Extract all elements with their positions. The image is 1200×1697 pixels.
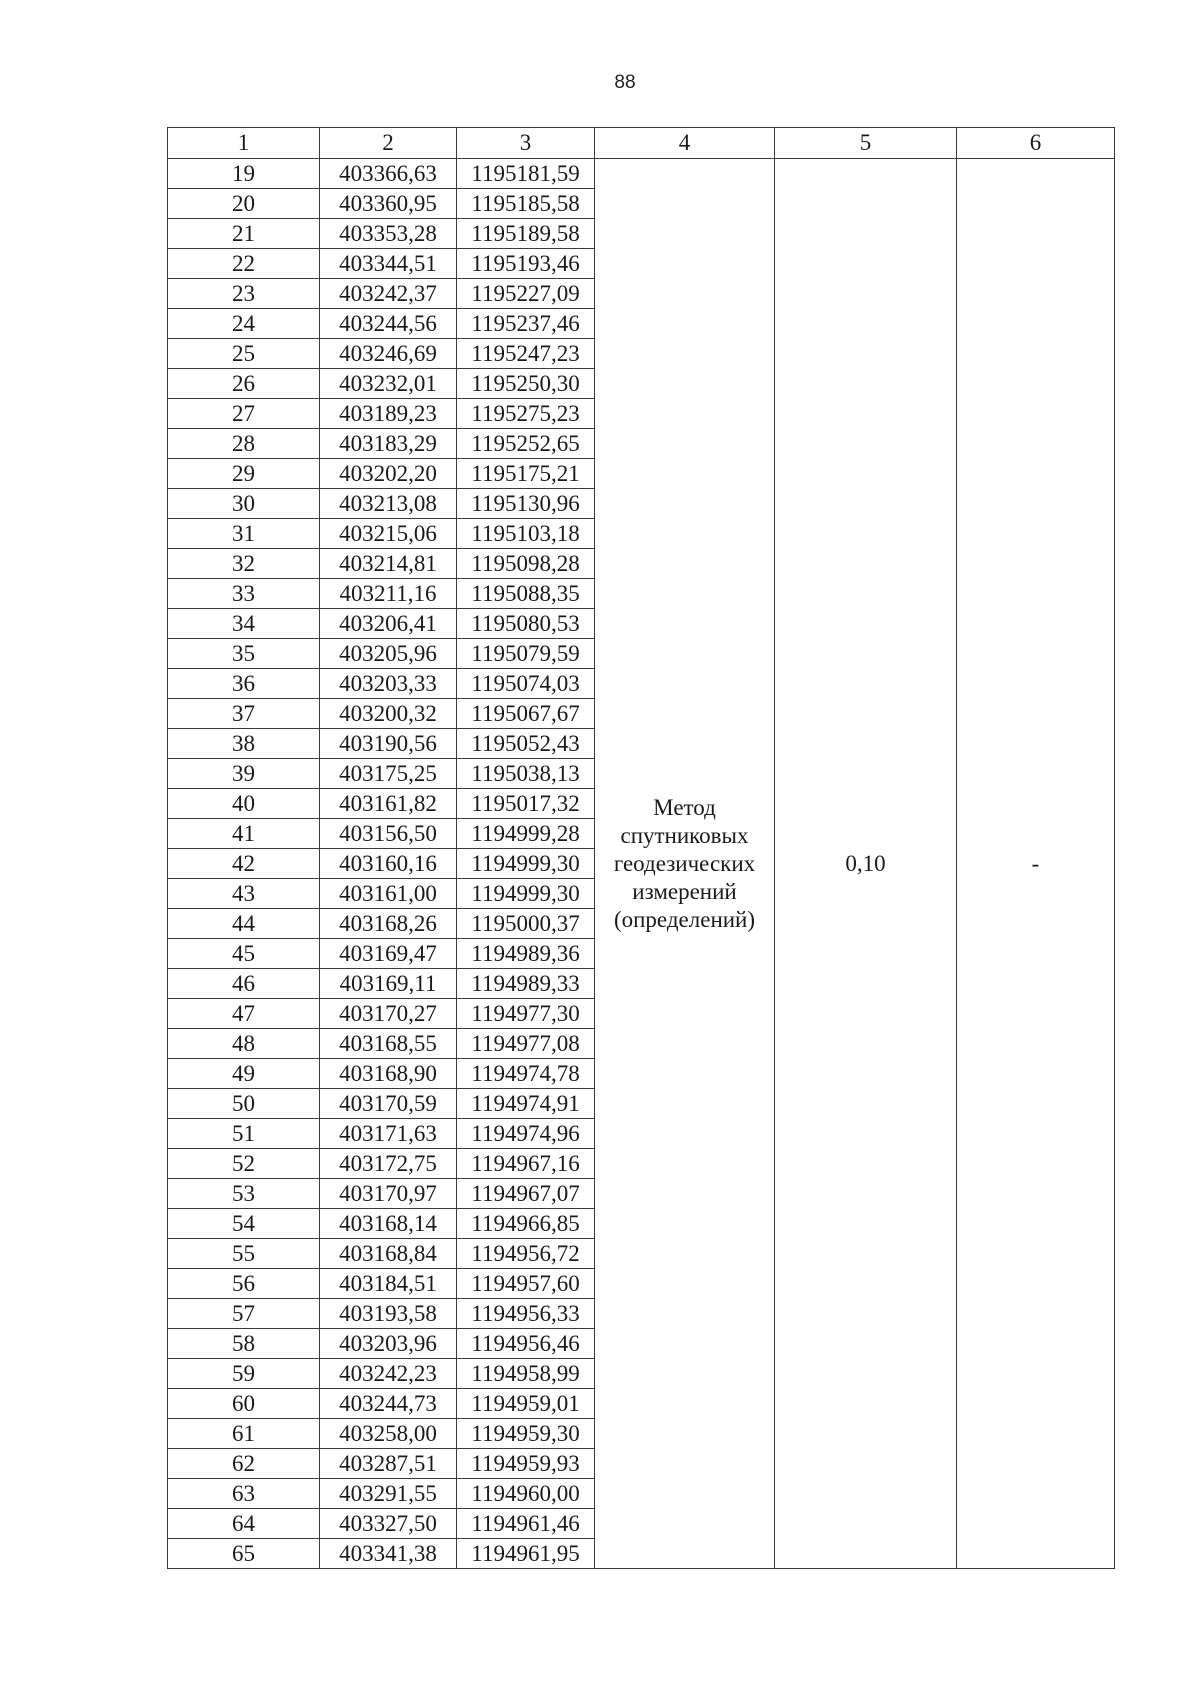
coordinate-x-cell: 403203,96 [320,1329,457,1359]
point-number-cell: 46 [168,969,320,999]
coordinate-x-cell: 403202,20 [320,459,457,489]
coordinate-x-cell: 403168,84 [320,1239,457,1269]
point-number-cell: 25 [168,339,320,369]
point-number-cell: 36 [168,669,320,699]
coordinate-x-cell: 403156,50 [320,819,457,849]
coordinate-x-cell: 403215,06 [320,519,457,549]
coordinate-x-cell: 403353,28 [320,219,457,249]
coordinate-y-cell: 1195088,35 [457,579,595,609]
point-number-cell: 50 [168,1089,320,1119]
coordinate-y-cell: 1194977,08 [457,1029,595,1059]
coordinate-x-cell: 403242,23 [320,1359,457,1389]
point-number-cell: 59 [168,1359,320,1389]
coordinate-y-cell: 1195181,59 [457,159,595,189]
point-number-cell: 45 [168,939,320,969]
point-number-cell: 51 [168,1119,320,1149]
coordinate-x-cell: 403190,56 [320,729,457,759]
coordinate-y-cell: 1194960,00 [457,1479,595,1509]
coordinate-x-cell: 403205,96 [320,639,457,669]
table-header-row [168,128,1115,159]
coordinate-y-cell: 1195067,67 [457,699,595,729]
point-number-cell: 43 [168,879,320,909]
coordinate-y-cell: 1194959,01 [457,1389,595,1419]
point-number-cell: 22 [168,249,320,279]
point-number-cell: 44 [168,909,320,939]
point-number-cell: 40 [168,789,320,819]
coordinate-y-cell: 1195103,18 [457,519,595,549]
point-number-cell: 29 [168,459,320,489]
accuracy-cell: 0,10 [775,159,957,1569]
point-number-cell: 19 [168,159,320,189]
coordinate-y-cell: 1194977,30 [457,999,595,1029]
column-header-2: 2 [320,128,457,159]
coordinate-y-cell: 1194999,30 [457,879,595,909]
coordinate-y-cell: 1195237,46 [457,309,595,339]
coordinate-x-cell: 403161,00 [320,879,457,909]
point-number-cell: 42 [168,849,320,879]
point-number-cell: 39 [168,759,320,789]
coordinate-x-cell: 403175,25 [320,759,457,789]
coordinate-y-cell: 1195189,58 [457,219,595,249]
coordinate-x-cell: 403193,58 [320,1299,457,1329]
point-number-cell: 62 [168,1449,320,1479]
coordinate-y-cell: 1194961,46 [457,1509,595,1539]
coordinate-y-cell: 1195130,96 [457,489,595,519]
coordinate-y-cell: 1195250,30 [457,369,595,399]
method-line: спутниковых [620,822,749,848]
point-number-cell: 63 [168,1479,320,1509]
point-number-cell: 20 [168,189,320,219]
coordinate-x-cell: 403170,97 [320,1179,457,1209]
coordinate-y-cell: 1195080,53 [457,609,595,639]
point-number-cell: 41 [168,819,320,849]
coordinate-x-cell: 403189,23 [320,399,457,429]
column-header-3: 3 [457,128,595,159]
point-number-cell: 35 [168,639,320,669]
coordinate-x-cell: 403168,26 [320,909,457,939]
coordinate-y-cell: 1194958,99 [457,1359,595,1389]
method-line: геодезических [613,850,756,876]
coordinate-y-cell: 1194956,72 [457,1239,595,1269]
point-number-cell: 30 [168,489,320,519]
coordinate-x-cell: 403184,51 [320,1269,457,1299]
point-number-cell: 26 [168,369,320,399]
coordinate-y-cell: 1194974,91 [457,1089,595,1119]
coordinate-x-cell: 403168,90 [320,1059,457,1089]
method-line: Метод [653,794,716,820]
coordinate-y-cell: 1194959,30 [457,1419,595,1449]
coordinate-x-cell: 403327,50 [320,1509,457,1539]
point-number-cell: 31 [168,519,320,549]
coordinate-y-cell: 1194967,07 [457,1179,595,1209]
coordinate-x-cell: 403211,16 [320,579,457,609]
point-number-cell: 57 [168,1299,320,1329]
coordinate-x-cell: 403232,01 [320,369,457,399]
point-number-cell: 37 [168,699,320,729]
point-number-cell: 52 [168,1149,320,1179]
coordinate-x-cell: 403172,75 [320,1149,457,1179]
point-number-cell: 28 [168,429,320,459]
coordinate-x-cell: 403171,63 [320,1119,457,1149]
coordinate-x-cell: 403168,55 [320,1029,457,1059]
point-number-cell: 23 [168,279,320,309]
coordinate-y-cell: 1194959,93 [457,1449,595,1479]
coordinate-y-cell: 1195275,23 [457,399,595,429]
coordinate-y-cell: 1195193,46 [457,249,595,279]
coordinate-x-cell: 403244,73 [320,1389,457,1419]
coordinate-x-cell: 403203,33 [320,669,457,699]
column-header-6: 6 [957,128,1115,159]
coordinate-y-cell: 1195017,32 [457,789,595,819]
point-number-cell: 56 [168,1269,320,1299]
method-line: (определений) [613,906,756,932]
coordinate-x-cell: 403360,95 [320,189,457,219]
coordinate-y-cell: 1195252,65 [457,429,595,459]
point-number-cell: 21 [168,219,320,249]
coordinate-x-cell: 403169,11 [320,969,457,999]
coordinate-x-cell: 403214,81 [320,549,457,579]
coordinate-x-cell: 403200,32 [320,699,457,729]
coordinate-y-cell: 1195247,23 [457,339,595,369]
point-number-cell: 38 [168,729,320,759]
coordinate-y-cell: 1194999,28 [457,819,595,849]
point-number-cell: 55 [168,1239,320,1269]
point-number-cell: 48 [168,1029,320,1059]
coordinate-y-cell: 1195000,37 [457,909,595,939]
coordinate-x-cell: 403161,82 [320,789,457,819]
coordinate-y-cell: 1194967,16 [457,1149,595,1179]
point-number-cell: 24 [168,309,320,339]
coordinate-x-cell: 403291,55 [320,1479,457,1509]
point-number-cell: 58 [168,1329,320,1359]
point-number-cell: 27 [168,399,320,429]
coordinate-x-cell: 403242,37 [320,279,457,309]
coordinate-y-cell: 1195079,59 [457,639,595,669]
coordinate-y-cell: 1195185,58 [457,189,595,219]
coordinate-y-cell: 1195052,43 [457,729,595,759]
coordinates-table [167,127,1115,1569]
point-number-cell: 33 [168,579,320,609]
coordinate-y-cell: 1194966,85 [457,1209,595,1239]
coordinate-y-cell: 1194961,95 [457,1539,595,1569]
coordinate-y-cell: 1195038,13 [457,759,595,789]
coordinate-x-cell: 403366,63 [320,159,457,189]
coordinate-y-cell: 1194957,60 [457,1269,595,1299]
page-number: 88 [614,72,636,93]
column-header-4: 4 [595,128,775,159]
coordinate-y-cell: 1194956,46 [457,1329,595,1359]
coordinate-x-cell: 403341,38 [320,1539,457,1569]
point-number-cell: 65 [168,1539,320,1569]
coordinate-x-cell: 403168,14 [320,1209,457,1239]
point-number-cell: 61 [168,1419,320,1449]
point-number-cell: 49 [168,1059,320,1089]
point-number-cell: 60 [168,1389,320,1419]
coordinate-x-cell: 403183,29 [320,429,457,459]
coordinate-y-cell: 1194956,33 [457,1299,595,1329]
coordinate-y-cell: 1195074,03 [457,669,595,699]
column-6-cell: - [957,159,1115,1569]
coordinate-x-cell: 403344,51 [320,249,457,279]
point-number-cell: 32 [168,549,320,579]
coordinate-x-cell: 403287,51 [320,1449,457,1479]
coordinate-y-cell: 1194989,36 [457,939,595,969]
coordinate-y-cell: 1194989,33 [457,969,595,999]
coordinate-x-cell: 403244,56 [320,309,457,339]
coordinate-y-cell: 1194974,78 [457,1059,595,1089]
point-number-cell: 47 [168,999,320,1029]
column-header-1: 1 [168,128,320,159]
point-number-cell: 53 [168,1179,320,1209]
table-body [168,159,1115,1569]
coordinate-y-cell: 1194974,96 [457,1119,595,1149]
method-line: измерений [632,878,737,904]
table-row [168,159,1115,189]
coordinate-x-cell: 403160,16 [320,849,457,879]
column-header-5: 5 [775,128,957,159]
point-number-cell: 54 [168,1209,320,1239]
coordinate-x-cell: 403213,08 [320,489,457,519]
point-number-cell: 64 [168,1509,320,1539]
coordinate-y-cell: 1195175,21 [457,459,595,489]
method-cell [595,159,775,1569]
coordinate-y-cell: 1195227,09 [457,279,595,309]
coordinate-x-cell: 403258,00 [320,1419,457,1449]
coordinate-x-cell: 403246,69 [320,339,457,369]
point-number-cell: 34 [168,609,320,639]
coordinate-x-cell: 403170,27 [320,999,457,1029]
coordinate-x-cell: 403170,59 [320,1089,457,1119]
coordinate-x-cell: 403206,41 [320,609,457,639]
coordinate-y-cell: 1195098,28 [457,549,595,579]
coordinate-x-cell: 403169,47 [320,939,457,969]
coordinate-y-cell: 1194999,30 [457,849,595,879]
